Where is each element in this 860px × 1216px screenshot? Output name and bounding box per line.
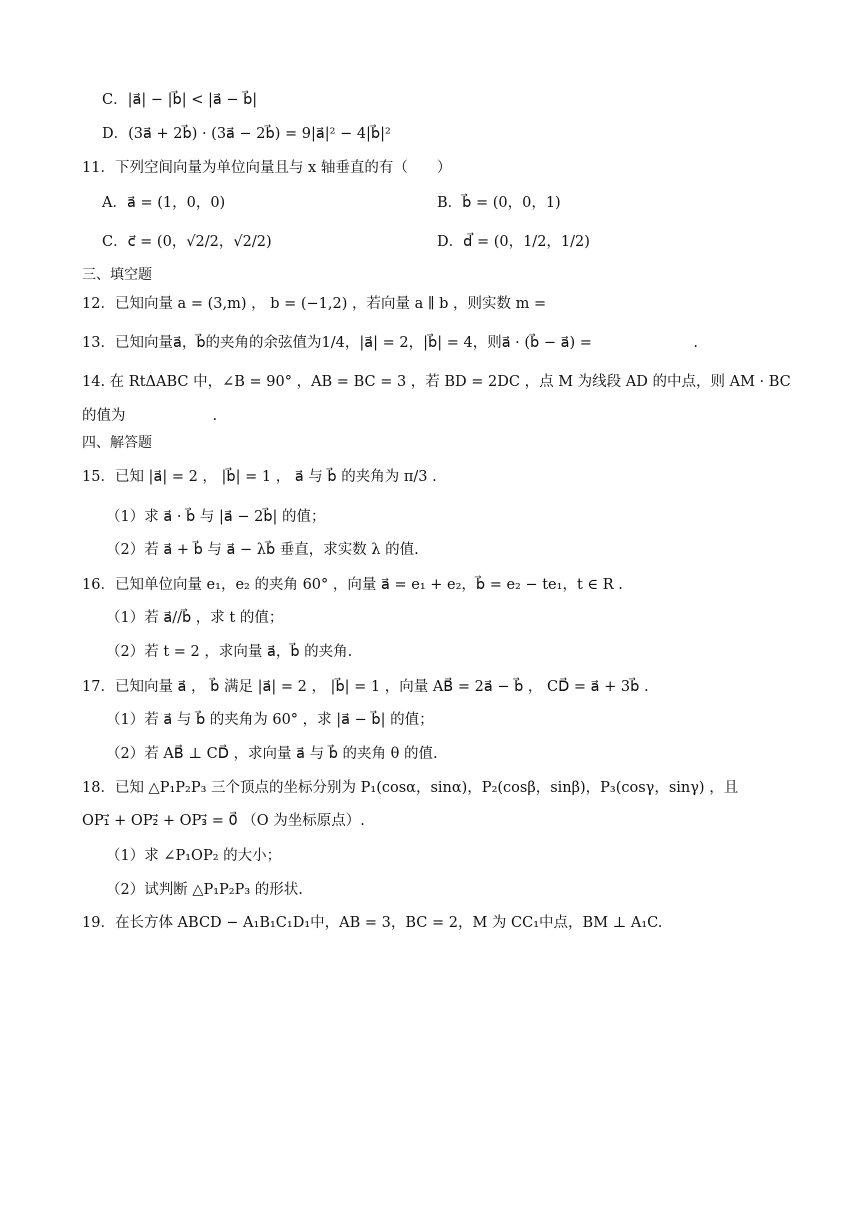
question-15-part-1: （1）求 a⃗ · b⃗ 与 |a⃗ − 2b⃗| 的值； [106, 509, 326, 525]
question-17: 17．已知向量 a⃗ ， b⃗ 满足 |a⃗| = 2 ， |b⃗| = 1 ，向量 AB⃗ = 2a⃗ − b⃗ ， CD⃗ = a⃗ + 3b⃗ . [82, 679, 649, 695]
question-19: 19．在长方体 ABCD − A₁B₁C₁D₁中，AB = 3，BC = 2，M 为 CC₁中点，BM ⊥ A₁C. [82, 915, 663, 931]
question-18-part-2: （2）试判断 △P₁P₂P₃ 的形状. [106, 882, 303, 898]
option-c-q10: C．|a⃗| − |b⃗| < |a⃗ − b⃗| [102, 92, 258, 108]
question-13: 13．已知向量a⃗，b⃗的夹角的余弦值为1/4，|a⃗| = 2，|b⃗| = 4，则a⃗ · (b⃗ − a⃗) = . [82, 335, 699, 351]
section-fill-in: 三、填空题 [82, 267, 152, 283]
question-14: 14. 在 RtΔABC 中，∠B = 90° ，AB = BC = 3 ，若 BD = 2DC ，点 M 为线段 AD 的中点，则 AM · BC [82, 374, 791, 390]
option-a-q11: A．a⃗ = (1，0，0) [102, 195, 226, 211]
question-14-cont: 的值为 . [82, 408, 218, 424]
question-12: 12．已知向量 a = (3,m) ， b = (−1,2) ，若向量 a ∥ b ，则实数 m = [82, 296, 547, 312]
question-15: 15．已知 |a⃗| = 2 ， |b⃗| = 1 ， a⃗ 与 b⃗ 的夹角为 π/3 . [82, 469, 437, 485]
question-18: 18．已知 △P₁P₂P₃ 三个顶点的坐标分别为 P₁(cosα，sinα)，P₂(cosβ，sinβ)，P₃(cosγ，sinγ) ，且 [82, 780, 739, 796]
question-18-cont: OP₁⃗ + OP₂⃗ + OP₃⃗ = 0⃗ （O 为坐标原点）. [82, 813, 365, 829]
question-16-part-2: （2）若 t = 2 ，求向量 a⃗，b⃗ 的夹角. [106, 644, 353, 660]
question-16-part-1: （1）若 a⃗//b⃗ ，求 t 的值； [106, 610, 284, 626]
option-c-q11: C．c⃗ = (0，√2/2，√2/2) [102, 234, 272, 250]
option-d-q10: D．(3a⃗ + 2b⃗) · (3a⃗ − 2b⃗) = 9|a⃗|² − 4|b⃗|² [102, 126, 391, 142]
option-b-q11: B．b⃗ = (0，0，1) [437, 195, 561, 211]
question-11: 11．下列空间向量为单位向量且与 x 轴垂直的有（ ） [82, 160, 452, 176]
option-d-q11: D．d⃗ = (0，1/2，1/2) [437, 234, 590, 250]
question-18-part-1: （1）求 ∠P₁OP₂ 的大小； [106, 848, 282, 864]
question-17-part-1: （1）若 a⃗ 与 b⃗ 的夹角为 60° ，求 |a⃗ − b⃗| 的值； [106, 712, 434, 728]
section-answer: 四、解答题 [82, 435, 152, 451]
question-17-part-2: （2）若 AB⃗ ⊥ CD⃗ ，求向量 a⃗ 与 b⃗ 的夹角 θ 的值. [106, 746, 438, 762]
question-16: 16．已知单位向量 e₁，e₂ 的夹角 60° ，向量 a⃗ = e₁ + e₂，b⃗ = e₂ − te₁，t ∈ R . [82, 577, 623, 593]
question-15-part-2: （2）若 a⃗ + b⃗ 与 a⃗ − λb⃗ 垂直，求实数 λ 的值. [106, 542, 419, 558]
